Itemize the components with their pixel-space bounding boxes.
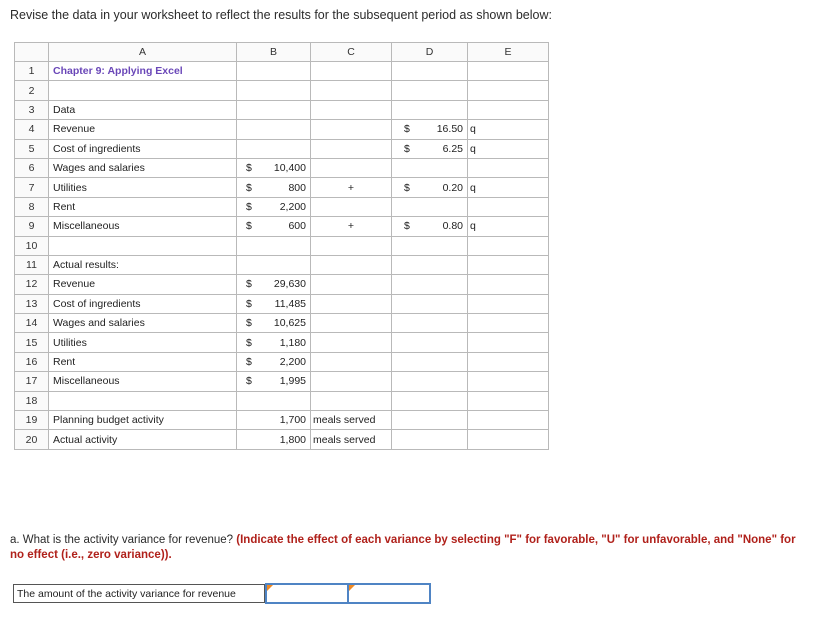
- cell-b-value: 1,180: [279, 336, 306, 349]
- sheet-row: [15, 411, 549, 430]
- cell-d: [392, 217, 468, 236]
- cell-a: Utilities: [49, 178, 237, 197]
- worksheet-table: [14, 42, 549, 450]
- required-flag-icon: [267, 585, 273, 591]
- cell-b-value: 11,485: [274, 297, 306, 310]
- cell-b: [237, 294, 311, 313]
- currency-symbol: $: [246, 356, 252, 369]
- cell-c: [311, 294, 392, 313]
- cell-d-value: 0.80: [442, 220, 463, 233]
- cell-a: [49, 81, 237, 100]
- corner-cell: [15, 43, 49, 62]
- row-number: 2: [15, 81, 49, 100]
- row-number: 19: [15, 411, 49, 430]
- cell-d: [392, 411, 468, 430]
- row-number: 7: [15, 178, 49, 197]
- sheet-row: [15, 120, 549, 139]
- currency-symbol: $: [246, 162, 252, 175]
- cell-b: [237, 197, 311, 216]
- cell-c: [311, 81, 392, 100]
- cell-e: q: [468, 178, 549, 197]
- cell-d: [392, 333, 468, 352]
- cell-c: [311, 120, 392, 139]
- column-header-b: B: [237, 43, 311, 62]
- row-number: 5: [15, 139, 49, 158]
- cell-a: Cost of ingredients: [49, 294, 237, 313]
- cell-d: [392, 372, 468, 391]
- sheet-row: [15, 178, 549, 197]
- sheet-row: [15, 294, 549, 313]
- sheet-row: [15, 275, 549, 294]
- cell-d: [392, 391, 468, 410]
- sheet-row: [15, 236, 549, 255]
- cell-a: Rent: [49, 352, 237, 371]
- cell-e: [468, 197, 549, 216]
- sheet-row: [15, 139, 549, 158]
- row-number: 15: [15, 333, 49, 352]
- cell-d: [392, 275, 468, 294]
- currency-symbol: $: [246, 278, 252, 291]
- cell-b-value: 1,995: [279, 375, 306, 388]
- cell-d: [392, 294, 468, 313]
- cell-a: Revenue: [49, 275, 237, 294]
- cell-d: [392, 120, 468, 139]
- cell-d-value: 16.50: [436, 123, 463, 136]
- cell-a: Wages and salaries: [49, 314, 237, 333]
- currency-symbol: $: [246, 200, 252, 213]
- row-number: 12: [15, 275, 49, 294]
- cell-a: Miscellaneous: [49, 372, 237, 391]
- cell-c: +: [311, 217, 392, 236]
- row-number: 10: [15, 236, 49, 255]
- cell-d: [392, 255, 468, 274]
- sheet-row: [15, 217, 549, 236]
- cell-e: [468, 275, 549, 294]
- currency-symbol: $: [404, 123, 410, 136]
- cell-b: [237, 314, 311, 333]
- row-number: 18: [15, 391, 49, 410]
- row-number: 14: [15, 314, 49, 333]
- cell-c: [311, 314, 392, 333]
- cell-e: [468, 158, 549, 177]
- question-text: [10, 533, 810, 563]
- cell-e: [468, 100, 549, 119]
- cell-d: [392, 158, 468, 177]
- cell-e: q: [468, 139, 549, 158]
- sheet-row: [15, 372, 549, 391]
- cell-b-value: 600: [288, 220, 306, 233]
- sheet-row: [15, 81, 549, 100]
- cell-b: [237, 391, 311, 410]
- cell-a: Planning budget activity: [49, 411, 237, 430]
- cell-b: 1,700: [237, 411, 311, 430]
- row-number: 20: [15, 430, 49, 449]
- cell-d: [392, 62, 468, 81]
- cell-b-value: 800: [288, 181, 306, 194]
- cell-b: [237, 158, 311, 177]
- cell-c: [311, 236, 392, 255]
- cell-c: [311, 352, 392, 371]
- column-header-d: D: [392, 43, 468, 62]
- cell-e: [468, 411, 549, 430]
- cell-e: [468, 430, 549, 449]
- currency-symbol: $: [246, 297, 252, 310]
- sheet-row: [15, 100, 549, 119]
- cell-c: [311, 62, 392, 81]
- currency-symbol: $: [246, 181, 252, 194]
- column-header-row: [15, 43, 549, 62]
- cell-a: Chapter 9: Applying Excel: [49, 62, 237, 81]
- cell-c: +: [311, 178, 392, 197]
- sheet-row: [15, 158, 549, 177]
- sheet-row: [15, 255, 549, 274]
- row-number: 8: [15, 197, 49, 216]
- cell-b-value: 2,200: [279, 200, 306, 213]
- cell-a: [49, 236, 237, 255]
- cell-c: [311, 139, 392, 158]
- row-number: 4: [15, 120, 49, 139]
- column-header-c: C: [311, 43, 392, 62]
- cell-b: [237, 139, 311, 158]
- sheet-row: [15, 352, 549, 371]
- cell-c: [311, 197, 392, 216]
- cell-d: [392, 236, 468, 255]
- column-header-e: E: [468, 43, 549, 62]
- cell-b: [237, 100, 311, 119]
- row-number: 6: [15, 158, 49, 177]
- currency-symbol: $: [404, 220, 410, 233]
- cell-c: [311, 333, 392, 352]
- cell-d: [392, 139, 468, 158]
- cell-a: Data: [49, 100, 237, 119]
- cell-b: [237, 62, 311, 81]
- cell-e: [468, 236, 549, 255]
- cell-e: [468, 314, 549, 333]
- answer-label: The amount of the activity variance for revenue: [13, 584, 265, 603]
- cell-a: Actual activity: [49, 430, 237, 449]
- row-number: 1: [15, 62, 49, 81]
- row-number: 9: [15, 217, 49, 236]
- row-number: 3: [15, 100, 49, 119]
- cell-c: meals served: [311, 430, 392, 449]
- cell-e: [468, 391, 549, 410]
- cell-d: [392, 314, 468, 333]
- cell-e: [468, 352, 549, 371]
- row-number: 11: [15, 255, 49, 274]
- cell-b: [237, 236, 311, 255]
- currency-symbol: $: [246, 317, 252, 330]
- cell-c: [311, 372, 392, 391]
- cell-a: [49, 391, 237, 410]
- cell-b: [237, 178, 311, 197]
- cell-d: [392, 197, 468, 216]
- instruction-text: Revise the data in your worksheet to reflect the results for the subsequent period as shown below:: [10, 8, 552, 22]
- sheet-row: [15, 430, 549, 449]
- cell-e: [468, 255, 549, 274]
- cell-a: Wages and salaries: [49, 158, 237, 177]
- sheet-row: [15, 197, 549, 216]
- required-flag-icon: [349, 585, 355, 591]
- cell-b: [237, 352, 311, 371]
- currency-symbol: $: [404, 181, 410, 194]
- cell-e: [468, 81, 549, 100]
- cell-b: 1,800: [237, 430, 311, 449]
- cell-d: [392, 352, 468, 371]
- sheet-row: [15, 391, 549, 410]
- sheet-row: [15, 333, 549, 352]
- cell-c: [311, 275, 392, 294]
- cell-a: Utilities: [49, 333, 237, 352]
- cell-e: q: [468, 217, 549, 236]
- cell-e: [468, 62, 549, 81]
- answer-row: [13, 584, 431, 604]
- cell-c: [311, 158, 392, 177]
- variance-effect-select[interactable]: [347, 583, 431, 604]
- cell-e: q: [468, 120, 549, 139]
- question-instructions: (Indicate the effect of each variance by selecting "F" for favorable, "U" for unfavorable, and "None" for no effect (i.e., zero variance)).: [10, 534, 796, 561]
- cell-b: [237, 120, 311, 139]
- cell-e: [468, 294, 549, 313]
- cell-b: [237, 275, 311, 294]
- currency-symbol: $: [246, 220, 252, 233]
- row-number: 17: [15, 372, 49, 391]
- cell-b: [237, 372, 311, 391]
- row-number: 13: [15, 294, 49, 313]
- cell-d: [392, 100, 468, 119]
- cell-a: Rent: [49, 197, 237, 216]
- cell-c: [311, 391, 392, 410]
- cell-b-value: 10,400: [273, 162, 306, 175]
- cell-a: Miscellaneous: [49, 217, 237, 236]
- cell-d: [392, 81, 468, 100]
- cell-b: [237, 81, 311, 100]
- sheet-row: [15, 62, 549, 81]
- cell-a: Cost of ingredients: [49, 139, 237, 158]
- cell-b-value: 10,625: [273, 317, 306, 330]
- question-prefix: a. What is the activity variance for revenue?: [10, 534, 234, 546]
- cell-a: Actual results:: [49, 255, 237, 274]
- row-number: 16: [15, 352, 49, 371]
- cell-d: [392, 430, 468, 449]
- cell-a: Revenue: [49, 120, 237, 139]
- currency-symbol: $: [404, 142, 410, 155]
- column-header-a: A: [49, 43, 237, 62]
- cell-e: [468, 372, 549, 391]
- currency-symbol: $: [246, 375, 252, 388]
- currency-symbol: $: [246, 336, 252, 349]
- cell-c: [311, 100, 392, 119]
- cell-d: [392, 178, 468, 197]
- cell-c: meals served: [311, 411, 392, 430]
- cell-b: [237, 333, 311, 352]
- cell-b-value: 29,630: [273, 278, 306, 291]
- cell-c: [311, 255, 392, 274]
- cell-b: [237, 217, 311, 236]
- variance-amount-input[interactable]: [265, 583, 349, 604]
- cell-d-value: 6.25: [442, 142, 463, 155]
- cell-e: [468, 333, 549, 352]
- cell-d-value: 0.20: [442, 181, 463, 194]
- sheet-row: [15, 314, 549, 333]
- cell-b-value: 2,200: [279, 356, 306, 369]
- cell-b: [237, 255, 311, 274]
